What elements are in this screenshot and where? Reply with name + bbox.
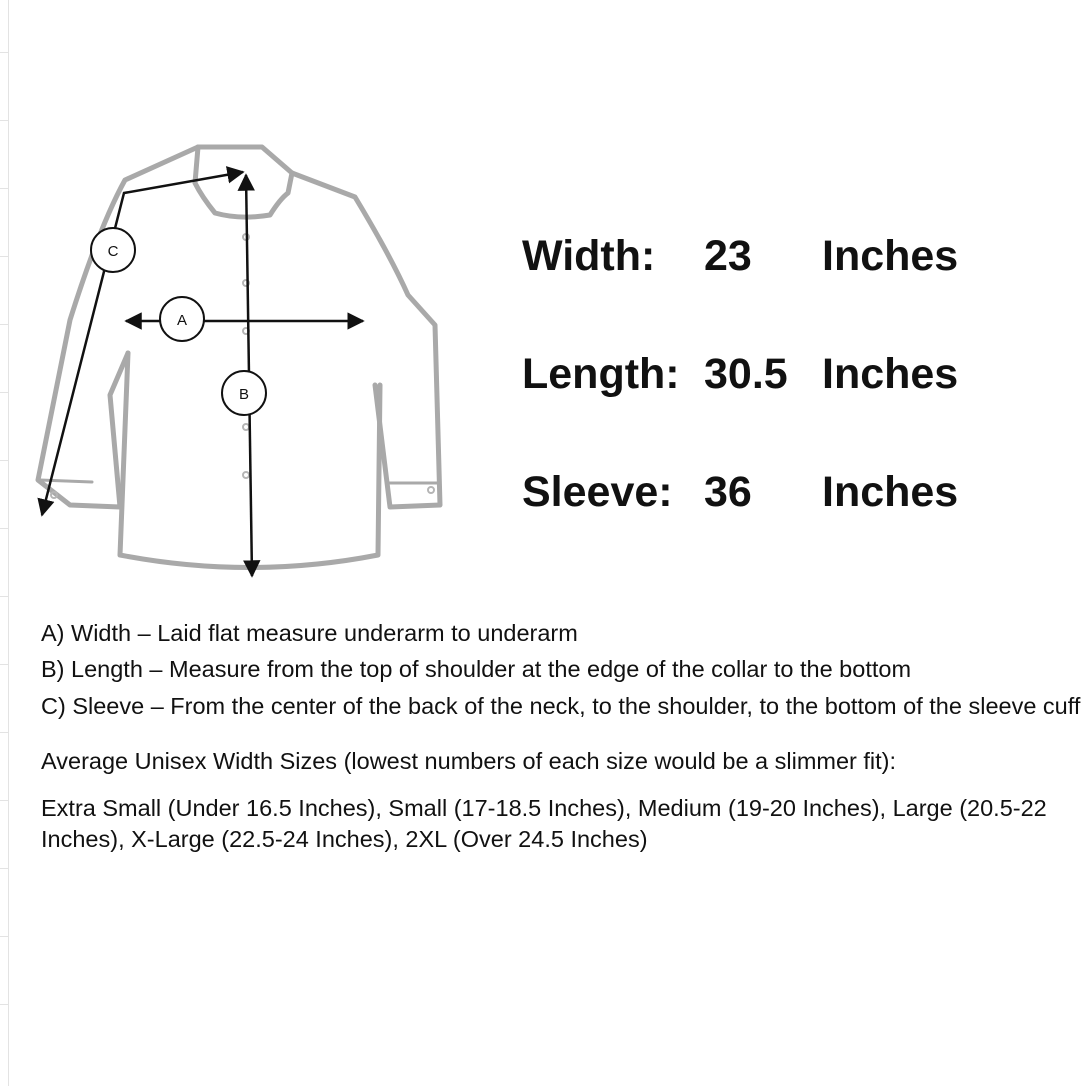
measurement-label: Length: <box>522 350 680 398</box>
sleeve-arrow <box>42 172 243 515</box>
measurement-lines <box>42 172 363 576</box>
measurement-value: 30.5 <box>704 350 788 398</box>
measurement-unit: Inches <box>822 350 959 398</box>
measurement-label: Sleeve: <box>522 468 673 516</box>
definition-length: B) Length – Measure from the top of shoulder at the edge of the collar to the bottom <box>41 656 912 683</box>
marker-c-label: C <box>107 243 119 260</box>
measurement-value: 36 <box>704 468 752 516</box>
average-sizes-heading: Average Unisex Width Sizes (lowest numbers of each size would be a slimmer fit): <box>41 747 897 774</box>
shirt-outline <box>38 147 440 568</box>
definition-list <box>41 618 1081 722</box>
measurement-value: 23 <box>704 232 752 280</box>
size-ranges-text: Extra Small (Under 16.5 Inches), Small (17-18.5 Inches), Medium (19-20 Inches), Large (20.5-22 Inches), X-Large (22.5-24 Inches), 2XL (Over 24.5 Inches) <box>41 795 1047 853</box>
measurement-unit: Inches <box>822 468 959 516</box>
marker-c <box>91 228 135 272</box>
marker-a-label: A <box>176 312 188 329</box>
definition-sleeve: C) Sleeve – From the center of the back of the neck, to the shoulder, to the bottom of the sleeve cuff <box>41 692 1081 719</box>
definition-width: A) Width – Laid flat measure underarm to underarm <box>41 620 578 646</box>
spreadsheet-grid-edge <box>0 0 9 1086</box>
shirt-buttons <box>51 234 434 498</box>
marker-b <box>222 371 266 415</box>
shirt-measurement-diagram <box>30 135 460 590</box>
marker-a <box>160 297 204 341</box>
measurement-notes <box>41 618 1081 856</box>
marker-b-label: B <box>238 386 250 403</box>
measurement-unit: Inches <box>822 232 959 280</box>
measurement-label: Width: <box>522 232 656 280</box>
